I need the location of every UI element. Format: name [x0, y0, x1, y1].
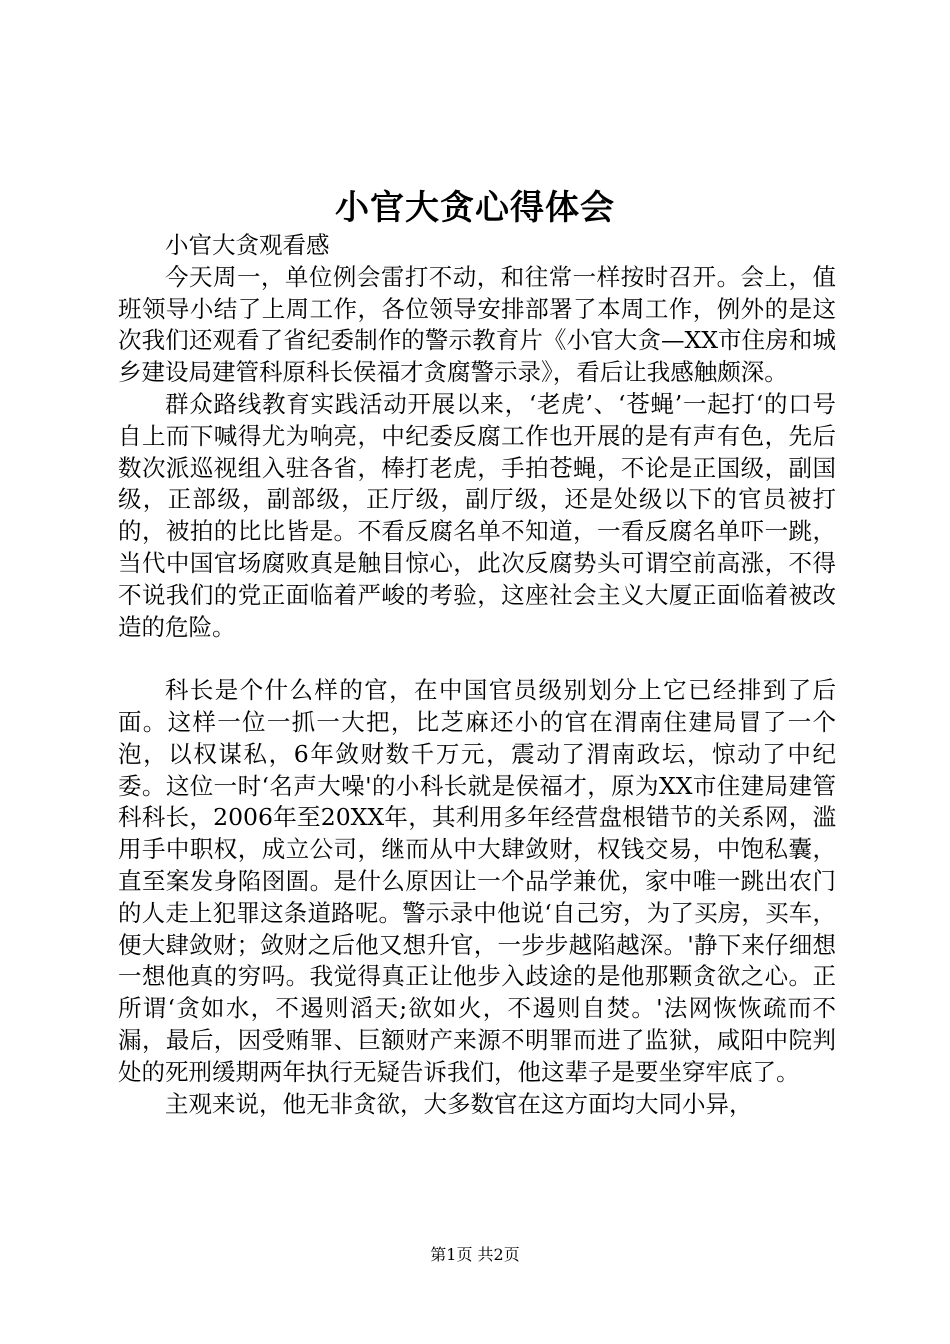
document-title: 小官大贪心得体会: [335, 188, 615, 228]
paragraph: 今天周一，单位例会雷打不动，和往常一样按时召开。会上，值班领导小结了上周工作，各位领导安排部署了本周工作，例外的是这次我们还观看了省纪委制作的警示教育片《小官大贪—XX市住房和城乡建设局建管科原科长侯福才贪腐警示录》，看后让我感触颇深。: [118, 262, 836, 387]
paragraph: 群众路线教育实践活动开展以来，‘老虎’、‘苍蝇’一起打‘的口号自上而下喊得尤为响亮，中纪委反腐工作也开展的是有声有色，先后数次派巡视组入驻各省，棒打老虎，手拍苍蝇，不论是正国级，副国级，正部级，副部级，正厅级，副厅级，还是处级以下的官员被打的，被拍的比比皆是。不看反腐名单不知道，一看反腐名单吓一跳，当代中国官场腐败真是触目惊心，此次反腐势头可谓空前高涨，不得不说我们的党正面临着严峻的考验，这座社会主义大厦正面临着被改造的危险。: [118, 389, 836, 641]
paragraph: 科长是个什么样的官，在中国官员级别划分上它已经排到了后面。这样一位一抓一大把，比芝麻还小的官在渭南住建局冒了一个泡，以权谋私，6年敛财数千万元，震动了渭南政坛，惊动了中纪委。这位一时‘名声大噪'的小科长就是侯福才，原为XX市住建局建管科科长，2006年至20XX年，其利用多年经营盘根错节的关系网，滥用手中职权，成立公司，继而从中大肆敛财，权钱交易，中饱私囊，直至案发身陷囹圄。是什么原因让一个品学兼优，家中唯一跳出农门的人走上犯罪这条道路呢。警示录中他说‘自己穷，为了买房，买车，便大肆敛财；敛财之后他又想升官，一步步越陷越深。'静下来仔细想一想他真的穷吗。我觉得真正让他步入歧途的是他那颗贪欲之心。正所谓‘贪如水，不遏则滔天;欲如火，不遏则自焚。'法网恢恢疏而不漏，最后，因受贿罪、巨额财产来源不明罪而进了监狱，咸阳中院判处的死刑缓期两年执行无疑告诉我们，他这辈子是要坐穿牢底了。: [118, 676, 836, 1086]
paragraph: 主观来说，他无非贪欲，大多数官在这方面均大同小异，: [165, 1089, 753, 1118]
paragraph-subtitle: 小官大贪观看感: [165, 231, 330, 259]
page-number-footer: 第1页 共2页: [430, 1245, 520, 1264]
document-body: [118, 230, 836, 1120]
